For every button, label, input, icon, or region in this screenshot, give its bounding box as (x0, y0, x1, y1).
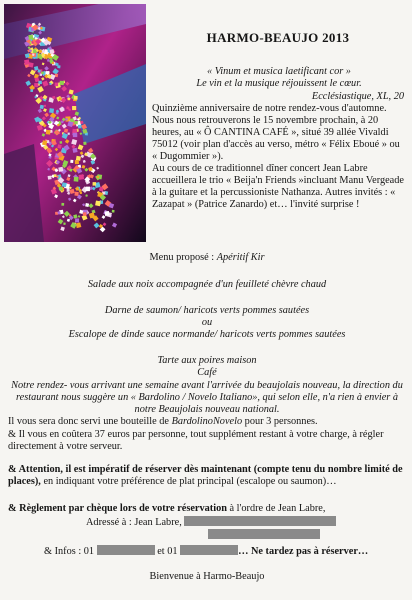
confetti-piece (55, 83, 59, 87)
confetti-piece (73, 133, 77, 137)
confetti-piece (46, 130, 51, 135)
confetti-bottle-illustration (4, 4, 146, 242)
confetti-piece (60, 141, 63, 144)
wine-served-post: pour 3 personnes. (242, 416, 318, 427)
redacted-phone-2 (180, 545, 238, 555)
address-text: Adressé à : Jean Labre, (86, 517, 182, 528)
confetti-piece (74, 96, 78, 100)
menu-plat-saumon: Darne de saumon/ haricots verts pommes sautées (104, 305, 310, 316)
confetti-piece (83, 212, 87, 216)
confetti-piece (62, 182, 67, 187)
confetti-piece (40, 74, 42, 76)
attention-bold: & Attention, il est impératif de réserver dès maintenant (compte tenu du nombre limité de places), (8, 464, 403, 487)
confetti-piece (59, 187, 63, 191)
address-line (86, 516, 406, 529)
confetti-piece (58, 167, 63, 172)
menu-plat-escalope: Escalope de dinde sauce normande/ haricots verts pommes sautées (68, 329, 346, 340)
attention-rest: en indiquant votre préférence de plat principal (escalope ou saumon)… (40, 476, 337, 487)
wine-served-line (8, 416, 406, 428)
confetti-piece (44, 105, 46, 107)
confetti-piece (75, 218, 79, 222)
redacted-address-2 (208, 529, 320, 539)
intro-paragraph-concert: Au cours de ce traditionnel dîner concert Jean Labre accueillera le trio « Beija'n Friends »incluant Manu Vergeade à la guitare et la percussioniste Nathanza. Autres invités : « Zazapat » (Patrice Zanardo) et… l'invité surprise ! (152, 163, 404, 210)
infos-mid: et 01 (157, 546, 178, 557)
confetti-piece (54, 174, 57, 177)
welcome-line: Bienvenue à Harmo-Beaujo (149, 571, 265, 582)
confetti-piece (74, 177, 79, 182)
confetti-piece (42, 140, 47, 145)
confetti-piece (52, 62, 54, 64)
menu-aperitif-line (8, 252, 406, 264)
document-title: HARMO-BEAUJO 2013 (206, 30, 350, 45)
attention-paragraph (8, 464, 406, 488)
confetti-piece (49, 108, 54, 113)
epigraph (152, 66, 406, 90)
intro-paragraph-venue: Quinzième anniversaire de notre rendez-vous d'automne. Nous nous retrouverons le 15 novembre prochain, à 20 heures, au « Ô CANTINA CAFÉ », situé 39 allée Vivaldi 75012 (voir plan d'accès au verso, métro « Félix Eboué » ou « Dugommier »). (152, 103, 400, 162)
confetti-piece (50, 49, 55, 54)
intro-text (152, 103, 406, 211)
confetti-piece (97, 176, 100, 179)
wine-name: BardolinoNovelo (171, 416, 243, 427)
confetti-piece (74, 192, 78, 196)
wine-served-pre: Il vous sera donc servi une bouteille de (8, 416, 172, 427)
payment-bold: & Règlement par chèque lors de votre réservation (8, 503, 227, 514)
redacted-phone-1 (97, 545, 155, 555)
payment-line (8, 503, 406, 515)
infos-tail: … Ne tardez pas à réserver… (238, 546, 369, 557)
confetti-piece (85, 203, 89, 207)
infos-line (44, 545, 406, 558)
confetti-piece (48, 176, 52, 180)
confetti-piece (40, 105, 44, 109)
payment-rest: à l'ordre de Jean Labre, (226, 503, 326, 514)
address-line-2 (208, 529, 328, 542)
price-paragraph: & Il vous en coûtera 37 euros par personne, tout supplément restant à votre charge, à régler directement à votre serveur. (8, 429, 384, 452)
confetti-piece (85, 187, 90, 192)
confetti-piece (105, 211, 110, 216)
epigraph-latin: « Vinum et musica laetificant cor » (207, 66, 351, 77)
confetti-piece (52, 96, 55, 99)
confetti-piece (68, 133, 70, 135)
confetti-piece (34, 83, 38, 87)
confetti-piece (28, 35, 33, 40)
epigraph-source: Ecclésiastique, XL, 20 (311, 91, 404, 102)
confetti-piece (93, 182, 97, 186)
confetti-piece (38, 81, 42, 85)
confetti-piece (61, 203, 64, 206)
menu-ou: ou (201, 317, 213, 328)
infos-label: & Infos : 01 (44, 546, 95, 557)
menu-dessert: Tarte aux poires maison (157, 355, 257, 366)
epigraph-translation: Le vin et la musique réjouissent le cœur. (196, 78, 362, 89)
confetti-piece (60, 81, 64, 85)
confetti-piece (95, 201, 101, 207)
confetti-piece (112, 210, 115, 213)
confetti-piece (30, 89, 33, 92)
menu-aperitif: Apéritif Kir (216, 252, 265, 263)
confetti-piece (83, 142, 86, 145)
confetti-piece (72, 148, 77, 153)
redacted-address (184, 516, 336, 526)
confetti-piece (67, 189, 70, 192)
confetti-piece (70, 160, 73, 163)
menu-cafe: Café (197, 367, 217, 378)
menu-label: Menu proposé : (149, 252, 217, 263)
confetti-piece (79, 174, 85, 180)
confetti-piece (65, 118, 67, 120)
menu-entree: Salade aux noix accompagnée d'un feuilleté chèvre chaud (87, 279, 327, 290)
confetti-piece (78, 125, 82, 129)
confetti-piece (75, 160, 79, 164)
beaujolais-note: Notre rendez- vous arrivant une semaine avant l'arrivée du beaujolais nouveau, la direction du restaurant nous suggère un « Bardolino / Novelo Italiano», qui selon elle, n'a rien à envier à notre Beaujolais nouveau national. (11, 380, 403, 415)
cover-artwork (4, 4, 146, 242)
confetti-piece (24, 59, 30, 65)
confetti-piece (74, 121, 78, 125)
confetti-piece (72, 106, 76, 110)
confetti-piece (63, 222, 66, 225)
confetti-piece (59, 97, 62, 100)
